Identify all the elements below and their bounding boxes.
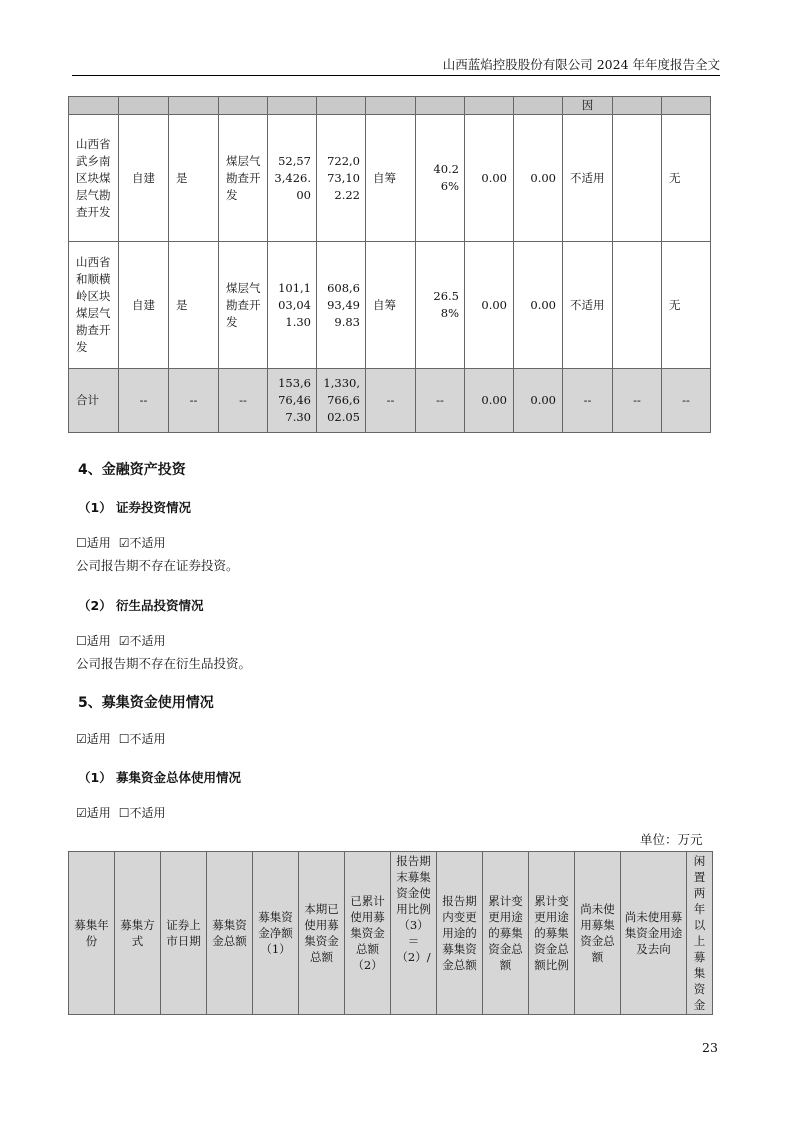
page-number: 23 — [702, 1040, 718, 1055]
header-usage-ratio: 报告期末募集资金使用比例（3）＝（2）/ — [391, 852, 437, 1015]
header-listing-date: 证券上市日期 — [161, 852, 207, 1015]
header-cumulative-changed: 累计变更用途的募集资金总额 — [483, 852, 529, 1015]
header-method: 募集方式 — [115, 852, 161, 1015]
dash-cell: -- — [119, 369, 169, 433]
header-period-changed: 报告期内变更用途的募集资金总额 — [437, 852, 483, 1015]
not-applicable-checkbox[interactable]: ☑不适用 — [118, 634, 166, 648]
header-period-used: 本期已使用募集资金总额 — [299, 852, 345, 1015]
report-title: 山西蓝焰控股股份有限公司 2024 年年度报告全文 — [442, 57, 720, 72]
dash-cell: -- — [563, 369, 613, 433]
investment-method: 自建 — [119, 242, 169, 369]
not-applicable-checkbox[interactable]: ☑不适用 — [118, 536, 166, 550]
applicable-checkbox[interactable]: ☑适用 — [76, 806, 111, 820]
reason: 不适用 — [563, 115, 613, 242]
header-unused-total: 尚未使用募集资金总额 — [575, 852, 621, 1015]
is-fixed-asset: 是 — [169, 242, 219, 369]
realized-revenue: 0.00 — [514, 115, 563, 242]
dash-cell: -- — [169, 369, 219, 433]
fund-usage-applicability — [76, 730, 166, 747]
section-4-title: 4、金融资产投资 — [78, 462, 186, 478]
cumulative-investment: 722,073,102.22 — [317, 115, 366, 242]
header-changed-ratio: 累计变更用途的募集资金总额比例 — [529, 852, 575, 1015]
securities-investment-title: （1） 证券投资情况 — [78, 500, 192, 515]
current-investment: 52,573,426.00 — [268, 115, 317, 242]
fund-source: 自筹 — [366, 115, 416, 242]
dash-cell: -- — [416, 369, 465, 433]
dash-cell: -- — [662, 369, 711, 433]
header-cell-reason: 因 — [563, 97, 613, 115]
total-cumulative-investment: 1,330,766,602.05 — [317, 369, 366, 433]
derivatives-statement: 公司报告期不存在衍生品投资。 — [76, 656, 252, 671]
total-expected-revenue: 0.00 — [465, 369, 514, 433]
dash-cell: -- — [219, 369, 268, 433]
page-header — [72, 53, 720, 76]
project-name: 山西省和顺横岭区块煤层气勘查开发 — [69, 242, 119, 369]
project-name: 山西省武乡南区块煤层气勘查开发 — [69, 115, 119, 242]
disclosure-index: 无 — [662, 242, 711, 369]
dash-cell: -- — [366, 369, 416, 433]
header-net-raised: 募集资金净额（1） — [253, 852, 299, 1015]
total-current-investment: 153,676,467.30 — [268, 369, 317, 433]
total-realized-revenue: 0.00 — [514, 369, 563, 433]
is-fixed-asset: 是 — [169, 115, 219, 242]
section-5-title: 5、募集资金使用情况 — [78, 695, 214, 711]
reason: 不适用 — [563, 242, 613, 369]
cumulative-investment: 608,693,499.83 — [317, 242, 366, 369]
not-applicable-checkbox[interactable]: ☐不适用 — [118, 806, 166, 820]
blank-cell — [613, 242, 662, 369]
applicable-checkbox[interactable]: ☐适用 — [76, 536, 111, 550]
project-progress: 26.58% — [416, 242, 465, 369]
industry: 煤层气勘查开发 — [219, 242, 268, 369]
fund-overall-usage-title: （1） 募集资金总体使用情况 — [78, 770, 242, 785]
investment-projects-table — [68, 96, 711, 433]
derivatives-investment-title: （2） 衍生品投资情况 — [78, 598, 204, 613]
disclosure-index: 无 — [662, 115, 711, 242]
expected-revenue: 0.00 — [465, 115, 514, 242]
raised-funds-table — [68, 851, 713, 1015]
table-header-row — [69, 852, 713, 1015]
investment-method: 自建 — [119, 115, 169, 242]
total-row — [69, 369, 711, 433]
header-idle-funds: 闲置两年以上募集资金 — [687, 852, 713, 1015]
realized-revenue: 0.00 — [514, 242, 563, 369]
expected-revenue: 0.00 — [465, 242, 514, 369]
table-header-row — [69, 97, 711, 115]
header-total-raised: 募集资金总额 — [207, 852, 253, 1015]
header-year: 募集年份 — [69, 852, 115, 1015]
blank-cell — [613, 115, 662, 242]
securities-statement: 公司报告期不存在证券投资。 — [76, 558, 239, 573]
current-investment: 101,103,041.30 — [268, 242, 317, 369]
header-cumulative-used: 已累计使用募集资金总额（2） — [345, 852, 391, 1015]
header-unused-purpose: 尚未使用募集资金用途及去向 — [621, 852, 687, 1015]
fund-source: 自筹 — [366, 242, 416, 369]
table-row — [69, 115, 711, 242]
project-progress: 40.26% — [416, 115, 465, 242]
table-row — [69, 242, 711, 369]
derivatives-applicability — [76, 632, 166, 649]
unit-label: 单位：万元 — [640, 832, 703, 847]
securities-applicability — [76, 534, 166, 551]
industry: 煤层气勘查开发 — [219, 115, 268, 242]
applicable-checkbox[interactable]: ☐适用 — [76, 634, 111, 648]
not-applicable-checkbox[interactable]: ☐不适用 — [118, 732, 166, 746]
overall-usage-applicability — [76, 804, 166, 821]
dash-cell: -- — [613, 369, 662, 433]
applicable-checkbox[interactable]: ☑适用 — [76, 732, 111, 746]
total-label: 合计 — [69, 369, 119, 433]
